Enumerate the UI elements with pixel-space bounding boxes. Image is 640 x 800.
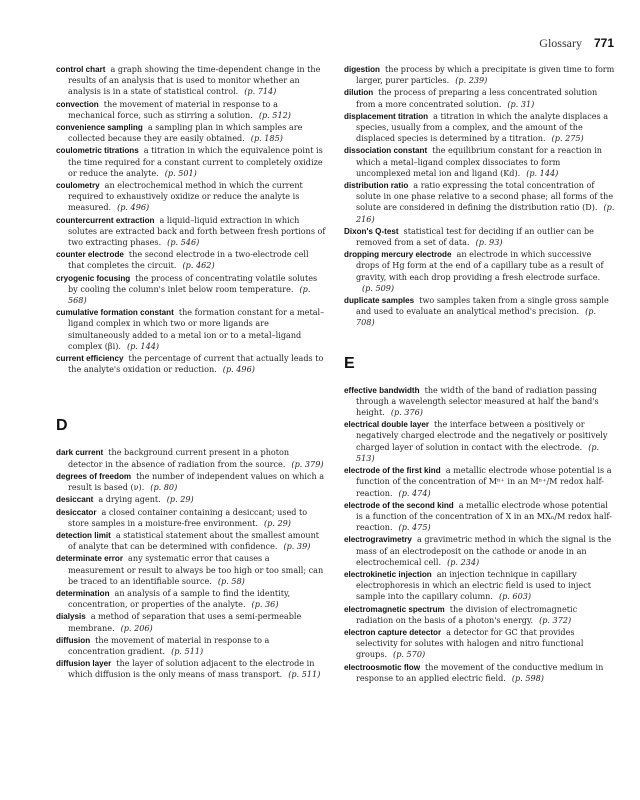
glossary-definition: the layer of solution adjacent to the electrode in which diffusion is the only means of mass transport.	[68, 658, 315, 680]
glossary-term: cryogenic focusing	[56, 273, 131, 283]
glossary-definition: a titration in which the equivalence point is the time required for a constant current to completely oxidize or reduce the analyte.	[68, 145, 323, 178]
glossary-definition: an analysis of a sample to find the identity, concentration, or properties of the analyte.	[68, 587, 291, 610]
glossary-term: convection	[56, 99, 99, 109]
glossary-term: countercurrent extraction	[56, 215, 155, 225]
glossary-entry	[56, 658, 326, 680]
glossary-term: electrode of the first kind	[344, 466, 441, 476]
page-reference: (p. 501)	[164, 167, 197, 178]
glossary-definition: a metallic electrode whose potential is a function of the concentration of X in an MXₙ/M redox half-reaction.	[356, 499, 612, 533]
page-reference: (p. 462)	[182, 260, 215, 271]
section-heading-d: D	[56, 417, 68, 435]
glossary-entry	[56, 494, 326, 505]
glossary-definition: the movement of material in response to a concentration gradient.	[68, 634, 270, 656]
page-reference: (p. 511)	[171, 645, 204, 656]
glossary-definition: the process of preparing a less concentrated solution from a more concentrated solution.	[356, 87, 598, 109]
glossary-term: determinate error	[56, 554, 124, 564]
glossary-term: distribution ratio	[344, 181, 409, 191]
page-reference: (p. 93)	[475, 237, 503, 248]
glossary-definition: the interface between a positively or negatively charged electrode and the negatively or positively charged layer of solution in contact with the electrode.	[356, 419, 608, 452]
page-reference: (p. 239)	[455, 75, 488, 86]
page-reference: (p. 474)	[398, 487, 431, 498]
glossary-definition: the equilibrium constant for a reaction in which a metal–ligand complex dissociates to form uncomplexed metal ion and ligand (Kd).	[356, 145, 602, 178]
glossary-term: electrokinetic injection	[344, 569, 432, 579]
glossary-definition: the movement of material in response to a mechanical force, such as stirring a solution.	[68, 98, 278, 120]
page-reference: (p. 58)	[217, 575, 245, 586]
glossary-definition: a method of separation that uses a semi-permeable membrane.	[68, 611, 302, 633]
glossary-entry	[344, 249, 616, 294]
glossary-definition: the second electrode in a two-electrode cell that completes the circuit.	[68, 249, 309, 271]
glossary-entry	[344, 87, 616, 109]
glossary-entry	[344, 604, 616, 626]
glossary-entry	[56, 611, 326, 633]
page-reference: (p. 39)	[283, 541, 311, 552]
page-reference: (p. 185)	[250, 133, 283, 144]
glossary-entry	[344, 180, 616, 225]
glossary-definition: an electrochemical method in which the current required to exhaustively oxidize or reduce the analyte is measured.	[68, 180, 303, 213]
glossary-entry	[344, 419, 616, 464]
page-reference: (p. 372)	[539, 614, 572, 625]
glossary-entry	[56, 273, 326, 307]
glossary-definition: a liquid–liquid extraction in which solutes are extracted back and forth between fresh portions of two extracting phases.	[68, 214, 326, 248]
glossary-entry	[344, 627, 616, 661]
glossary-definition: a ratio expressing the total concentration of solute in one phase relative to a second phase; all forms of the solute are considered in defining the distribution ratio (D).	[356, 180, 614, 213]
glossary-term: coulometry	[56, 181, 100, 191]
glossary-definition: the process of concentrating volatile solutes by cooling the column's inlet below room temperature.	[68, 272, 318, 294]
page-reference: (p. 206)	[120, 622, 153, 633]
page-reference: (p. 714)	[244, 86, 277, 97]
page-header	[539, 36, 614, 51]
glossary-list-c	[56, 64, 326, 375]
glossary-term: dilution	[344, 88, 374, 98]
glossary-definition: the width of the band of radiation passing through a wavelength selector measured at half the band's height.	[356, 384, 599, 418]
glossary-definition: a statistical statement about the smallest amount of analyte that can be determined with confidence.	[68, 529, 320, 552]
page-reference: (p. 36)	[251, 599, 279, 610]
glossary-entry	[56, 122, 326, 144]
glossary-entry	[56, 180, 326, 214]
glossary-term: counter electrode	[56, 250, 124, 260]
glossary-entry	[344, 465, 616, 499]
glossary-term: coulometric titrations	[56, 146, 139, 156]
right-column	[344, 64, 616, 685]
glossary-entry	[56, 353, 326, 375]
glossary-term: convenience sampling	[56, 123, 143, 133]
glossary-definition: the formation constant for a metal–ligand complex in which two or more ligands are simultaneously added to a metal ion or to a metal–ligand complex (βi).	[68, 307, 325, 351]
glossary-definition: a metallic electrode whose potential is a function of the concentration of Mⁿ⁺ in an Mⁿ⁺/M redox half-reaction.	[356, 465, 612, 498]
glossary-entry	[344, 500, 616, 534]
page-reference: (p. 31)	[507, 98, 535, 109]
glossary-entry	[344, 295, 616, 329]
glossary-term: dropping mercury electrode	[344, 250, 452, 260]
glossary-list-e	[344, 385, 616, 684]
glossary-term: diffusion layer	[56, 659, 112, 669]
glossary-term: desiccant	[56, 495, 94, 505]
glossary-term: electron capture detector	[344, 627, 442, 637]
glossary-term: cumulative formation constant	[56, 308, 174, 318]
glossary-entry	[344, 145, 616, 179]
page-reference: (p. 513)	[356, 441, 600, 463]
glossary-definition: the percentage of current that actually leads to the analyte's oxidation or reduction.	[68, 353, 324, 375]
glossary-entry	[344, 662, 616, 684]
page-reference: (p. 144)	[126, 340, 160, 351]
glossary-definition: a sampling plan in which samples are collected because they are easily obtained.	[68, 122, 303, 144]
page-reference: (p. 80)	[150, 482, 178, 493]
glossary-term: desiccator	[56, 507, 97, 517]
glossary-entry	[344, 111, 616, 145]
page-reference: (p. 29)	[166, 494, 194, 505]
glossary-definition: a gravimetric method in which the signal is the mass of an electrodeposit on the cathode or anode in an electrochemical cell.	[356, 534, 612, 567]
glossary-list-d	[56, 447, 326, 680]
glossary-entry	[56, 635, 326, 657]
glossary-entry	[56, 215, 326, 249]
glossary-term: displacement titration	[344, 111, 429, 121]
page-reference: (p. 29)	[264, 517, 291, 528]
glossary-entry	[344, 64, 616, 86]
glossary-entry	[56, 249, 326, 271]
glossary-definition: the background current present in a photon detector in the absence of radiation from the source.	[68, 447, 290, 469]
page-reference: (p. 216)	[356, 202, 615, 224]
glossary-entry	[56, 588, 326, 610]
glossary-entry	[56, 99, 326, 121]
glossary-entry	[56, 507, 326, 529]
glossary-term: dark current	[56, 448, 104, 458]
glossary-definition: statistical test for deciding if an outlier can be removed from a set of data.	[356, 225, 594, 248]
page-reference: (p. 234)	[447, 556, 480, 567]
glossary-definition: a drying agent.	[98, 494, 161, 505]
glossary-entry	[56, 553, 326, 587]
page-reference: (p. 144)	[526, 167, 559, 178]
glossary-definition: two samples taken from a single gross sample and used to evaluate an analytical method's precision.	[356, 295, 609, 317]
glossary-term: electrode of the second kind	[344, 500, 454, 510]
page-reference: (p. 496)	[222, 364, 255, 375]
glossary-term: current efficiency	[56, 354, 124, 364]
left-column	[56, 64, 326, 682]
page-reference: (p. 568)	[68, 283, 311, 306]
glossary-definition: an electrode in which successive drops of Hg form at the end of a capillary tube as a result of gravity, with each drop providing a fresh electrode surface.	[356, 249, 604, 282]
page-reference: (p. 598)	[511, 672, 544, 683]
page-reference: (p. 708)	[356, 306, 597, 328]
glossary-entry	[56, 530, 326, 552]
glossary-definition: an injection technique in capillary electrophoresis in which an electric field is used to inject sample into the capillary column.	[356, 568, 591, 602]
glossary-term: duplicate samples	[344, 296, 415, 306]
page-reference: (p. 379)	[291, 458, 324, 469]
glossary-term: dialysis	[56, 612, 86, 622]
glossary-definition: a closed container containing a desiccant; used to store samples in a moisture-free environment.	[68, 506, 308, 528]
glossary-entry	[56, 145, 326, 179]
glossary-definition: a graph showing the time-dependent change in the results of an analysis that is used to monitor whether an analysis is in a state of statistical control.	[68, 64, 321, 97]
glossary-definition: a detector for GC that provides selectivity for solutes with halogen and nitro functional groups.	[356, 626, 584, 660]
glossary-entry	[344, 569, 616, 603]
glossary-entry	[344, 226, 616, 248]
glossary-term: degrees of freedom	[56, 471, 132, 481]
glossary-term: electromagnetic spectrum	[344, 604, 445, 614]
running-title: Glossary	[539, 36, 582, 50]
page-reference: (p. 475)	[398, 522, 431, 533]
glossary-term: electrical double layer	[344, 420, 430, 430]
glossary-entry	[56, 471, 326, 493]
glossary-term: determination	[56, 588, 110, 598]
glossary-definition: the movement of the conductive medium in response to an applied electric field.	[356, 661, 604, 683]
glossary-definition: a titration in which the analyte displaces a species, usually from a complex, and the amount of the displaced species is determined by a titration.	[356, 110, 609, 144]
page-reference: (p. 376)	[390, 407, 423, 418]
page-reference: (p. 509)	[362, 282, 395, 293]
page-reference: (p. 511)	[288, 669, 321, 680]
page-reference: (p. 496)	[117, 202, 150, 213]
glossary-definition: the process by which a precipitate is given time to form larger, purer particles.	[356, 64, 615, 86]
glossary-term: digestion	[344, 65, 380, 74]
glossary-list-d-continued	[344, 64, 616, 329]
page-reference: (p. 603)	[498, 591, 532, 602]
page-number: 771	[593, 36, 614, 50]
glossary-definition: the number of independent values on which a result is based (ν).	[68, 470, 325, 493]
page-reference: (p. 570)	[393, 649, 426, 660]
glossary-definition: any systematic error that causes a measurement or result to always be too high or too small; can be traced to an identifiable source.	[68, 553, 324, 586]
glossary-entry	[344, 534, 616, 568]
section-heading-e: E	[344, 354, 355, 372]
glossary-term: control chart	[56, 65, 106, 74]
glossary-term: diffusion	[56, 635, 91, 645]
glossary-entry	[56, 307, 326, 352]
glossary-term: Dixon's Q-test	[344, 226, 399, 236]
page-reference: (p. 512)	[258, 109, 291, 120]
page-reference: (p. 275)	[551, 133, 584, 144]
page-reference: (p. 546)	[167, 237, 200, 248]
glossary-entry	[56, 447, 326, 469]
glossary-term: electroosmotic flow	[344, 662, 421, 672]
glossary-entry	[344, 385, 616, 419]
glossary-term: electrogravimetry	[344, 535, 412, 545]
glossary-term: detection limit	[56, 530, 111, 540]
glossary-term: dissociation constant	[344, 146, 428, 156]
glossary-term: effective bandwidth	[344, 385, 420, 395]
glossary-definition: the division of electromagnetic radiation on the basis of a photon's energy.	[356, 603, 578, 625]
glossary-entry	[56, 64, 326, 98]
